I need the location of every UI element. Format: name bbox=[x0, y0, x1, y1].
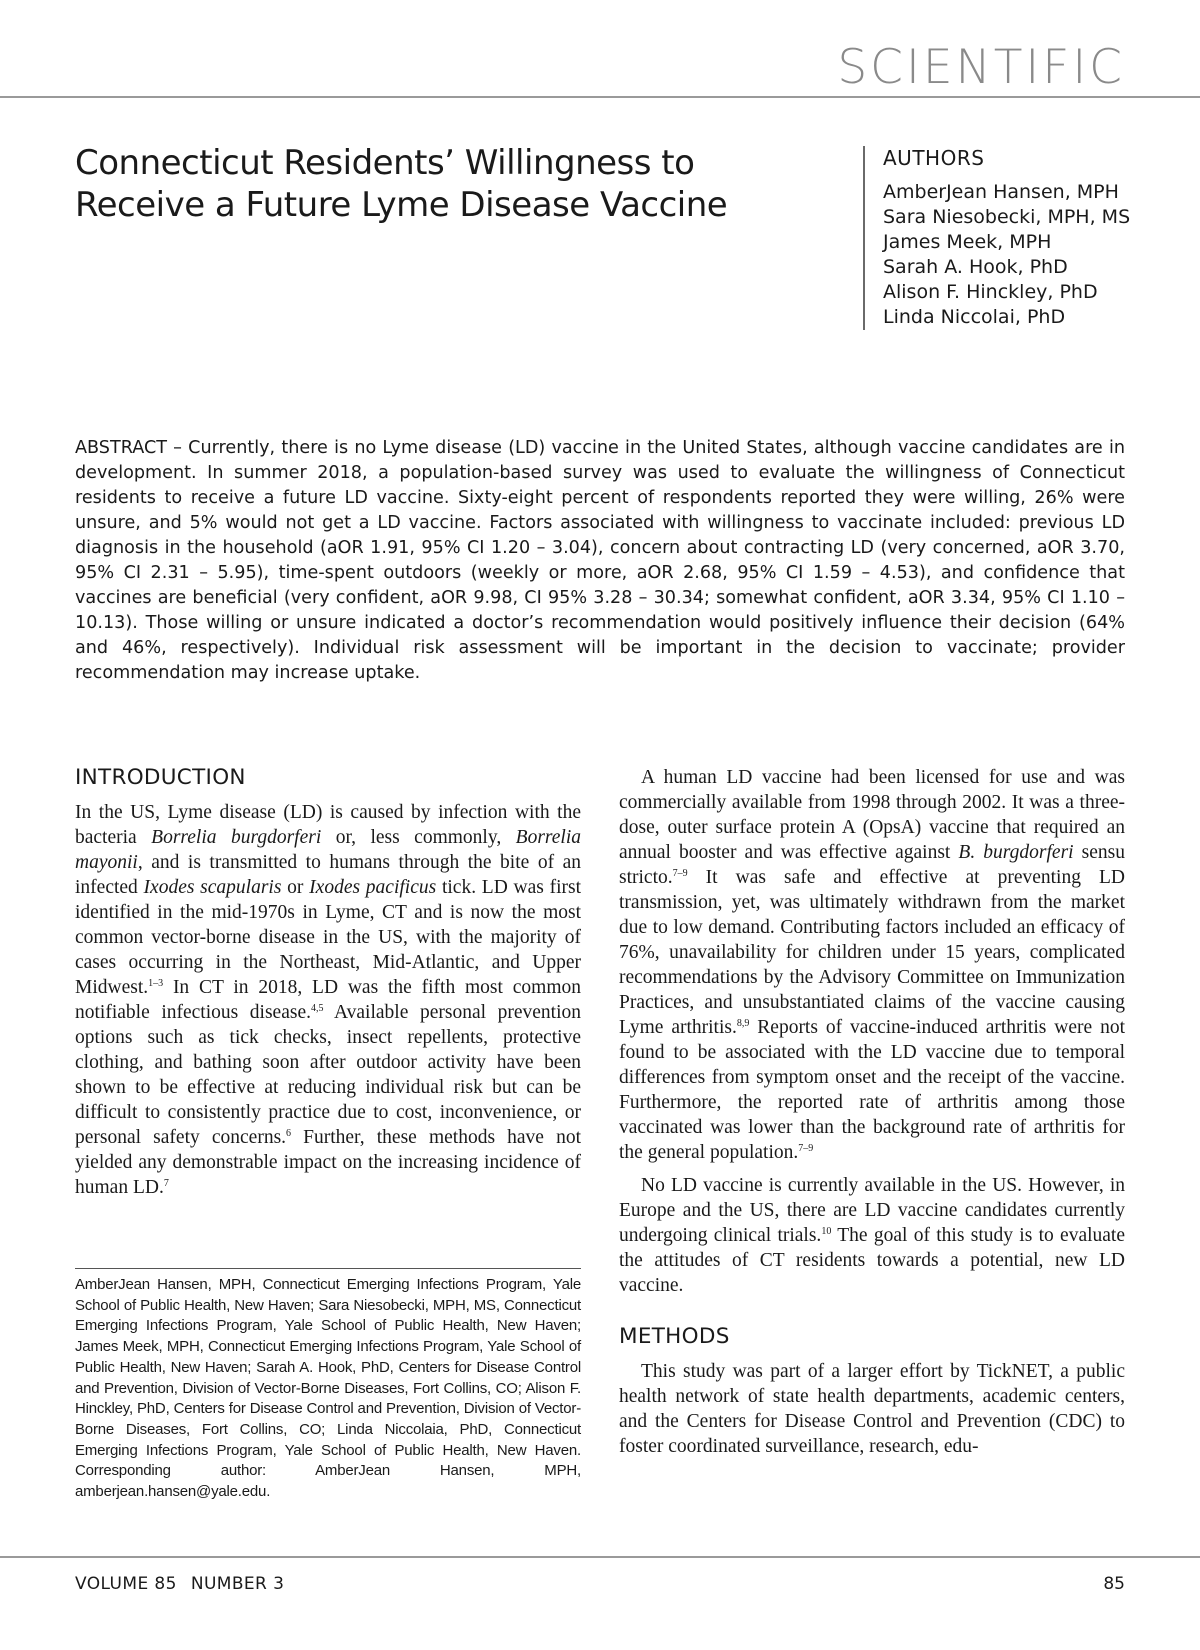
author-name: Sarah A. Hook, PhD bbox=[883, 256, 1068, 278]
author-name: Linda Niccolai, PhD bbox=[883, 306, 1066, 328]
number-label: NUMBER 3 bbox=[190, 1574, 285, 1594]
citation-ref: 7–9 bbox=[672, 868, 688, 879]
citation-ref: 6 bbox=[286, 1128, 292, 1139]
right-column bbox=[619, 765, 1125, 1459]
citation-ref: 10 bbox=[821, 1226, 832, 1237]
author-name: Sara Niesobecki, MPH, MS bbox=[883, 206, 1131, 228]
authors-box bbox=[863, 146, 1130, 330]
page-number: 85 bbox=[1103, 1574, 1125, 1594]
citation-ref: 1–3 bbox=[148, 978, 164, 989]
issue-info bbox=[75, 1574, 284, 1594]
abstract: ABSTRACT – Currently, there is no Lyme disease (LD) vaccine in the United States, although vaccine candidates are in development. In summer 2018, a population-based survey was used to evaluate the willingness of Connecticut residents to receive a future LD vaccine. Sixty-eight percent of respondents reported they were willing, 26% were unsure, and 5% would not get a LD vaccine. Factors associated with willingness to vaccinate included: previous LD diagnosis in the household (aOR 1.91, 95% CI 1.20 – 3.04), concern about contracting LD (very concerned, aOR 3.70, 95% CI 2.31 – 5.95), time-spent outdoors (weekly or more, aOR 2.68, 95% CI 1.59 – 4.53), and confidence that vaccines are beneficial (very confident, aOR 9.98, CI 95% 3.28 – 30.34; somewhat confident, aOR 3.34, 95% CI 1.10 – 10.13). Those willing or unsure indicated a doctor’s recommendation would positively influence their decision (64% and 46%, respectively). Individual risk assessment will be important in the decision to vaccinate; provider recommendation may increase uptake. bbox=[75, 438, 1125, 683]
volume-label: VOLUME 85 bbox=[75, 1574, 177, 1594]
methods-paragraph: This study was part of a larger effort by TickNET, a public health network of state health departments, academic centers, and the Centers for Disease Control and Prevention (CDC) to foster coordinated surveillance, research, edu- bbox=[619, 1361, 1125, 1457]
study-goal-paragraph: No LD vaccine is currently available in the US. However, in Europe and the US, there are LD vaccine candidates currently undergoing clinical trials.$^{10}$ The goal of this study is to evaluate the attitudes of CT residents towards a potential, new LD vaccine. bbox=[619, 1175, 1126, 1296]
authors-heading: AUTHORS bbox=[883, 146, 985, 170]
author-affiliations: AmberJean Hansen, MPH, Connecticut Emerging Infections Program, Yale School of Public Health, New Haven; Sara Niesobecki, MPH, MS, Connecticut Emerging Infections Program, Yale School of Public Health, New Haven; James Meek, MPH, Connecticut Emerging Infections Program, Yale School of Public Health, New Haven; Sarah A. Hook, PhD, Centers for Disease Control and Prevention, Division of Vector-Borne Diseases, Fort Collins, CO; Alison F. Hinckley, PhD, Centers for Disease Control and Prevention, Division of Vector-Borne Diseases, Fort Collins, CO; Linda Niccolaia, PhD, Connecticut Emerging Infections Program, Yale School of Public Health, New Haven. Corresponding author: AmberJean Hansen, MPH, amberjean.hansen@yale.edu. bbox=[75, 1276, 581, 1501]
introduction-paragraph: In the US, Lyme disease (LD) is caused by infection with the bacteria Borrelia burgdorferi or, less commonly, Borrelia mayonii, and is transmitted to humans through the bite of an infected Ixodes scapularis or Ixodes pacificus tick. LD was first identified in the mid-1970s in Lyme, CT and is now the most common vector-borne disease in the US, with the majority of cases occurring in the Northeast, Mid-Atlantic, and Upper Midwest.$^{1-3}$ In CT in 2018, LD was the fifth most common notifiable infectious disease.$^{4,5}$ Available personal prevention options such as tick checks, insect repellents, protective clothing, and bathing soon after outdoor activity have been shown to be effective at reducing individual risk but can be difficult to consistently practice due to cost, inconvenience, or personal safety concerns.$^6$ Further, these methods have not yielded any demonstrable impact on the increasing incidence of human LD.$^7$ bbox=[75, 802, 582, 1198]
citation-ref: 4,5 bbox=[311, 1003, 324, 1014]
author-name: AmberJean Hansen, MPH bbox=[883, 181, 1119, 203]
introduction-heading: INTRODUCTION bbox=[75, 765, 246, 790]
vaccine-history-paragraph: A human LD vaccine had been licensed for use and was commercially available from 1998 through 2002. It was a three-dose, outer surface protein A (OpsA) vaccine that required an annual booster and was effective against B. burgdorferi sensu stricto.$^{7-9}$ It was safe and effective at preventing LD transmission, yet, was ultimately withdrawn from the market due to low demand. Contributing factors included an efficacy of 76%, unavailability for children under 15 years, complicated recommendations by the Advisory Committee on Immunization Practices, and unsubstantiated claims of the vaccine causing Lyme arthritis.$^{8,9}$ Reports of vaccine-induced arthritis were not found to be associated with the LD vaccine due to temporal differences from symptom onset and the receipt of the vaccine. Furthermore, the reported rate of arthritis among those vaccinated was lower than the background rate of arthritis for the general population.$^{7-9}$ bbox=[619, 767, 1125, 1163]
author-name: Alison F. Hinckley, PhD bbox=[883, 281, 1098, 303]
footer-rule bbox=[0, 1556, 1200, 1558]
article-title: Connecticut Residents’ Willingness to Receive a Future Lyme Disease Vaccine bbox=[75, 143, 728, 225]
author-name: James Meek, MPH bbox=[883, 231, 1052, 253]
section-label: SCIENTIFIC bbox=[837, 40, 1125, 95]
citation-ref: 8,9 bbox=[736, 1018, 750, 1029]
citation-ref: 7–9 bbox=[798, 1143, 814, 1154]
header-rule bbox=[0, 96, 1200, 98]
methods-heading: METHODS bbox=[619, 1324, 730, 1349]
footnote-rule bbox=[75, 1268, 581, 1269]
left-column bbox=[75, 765, 581, 1200]
citation-ref: 7 bbox=[163, 1178, 169, 1189]
